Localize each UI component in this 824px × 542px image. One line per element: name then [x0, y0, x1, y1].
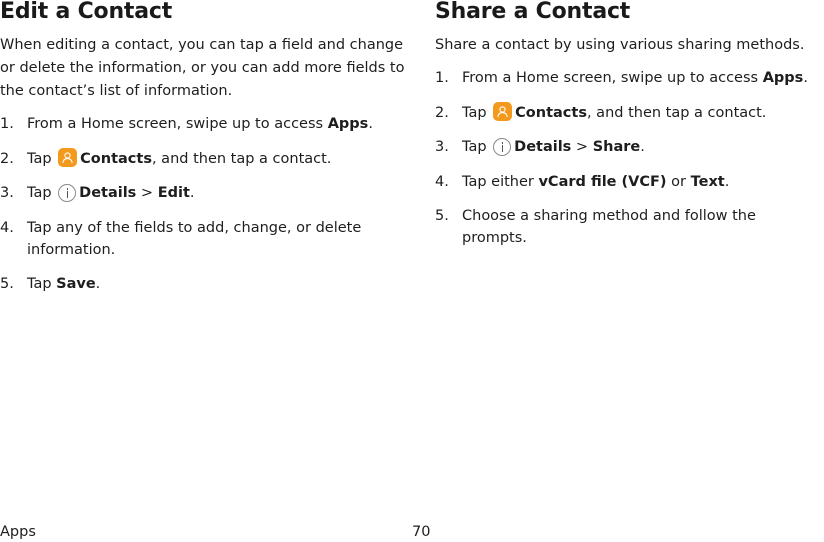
step-text: Tap	[462, 104, 492, 121]
edit-contact-steps	[0, 113, 405, 295]
step-text: Tap	[462, 139, 492, 155]
info-icon	[493, 138, 511, 156]
contacts-label: Contacts	[80, 150, 152, 167]
punctuation: .	[95, 276, 101, 292]
share-contact-title: Share a Contact	[435, 0, 631, 24]
edit-contact-title: Edit a Contact	[0, 0, 173, 24]
details-label: Details	[79, 185, 137, 201]
chevron-separator: >	[571, 139, 593, 155]
edit-label: Edit	[157, 185, 190, 201]
step-5	[0, 273, 405, 295]
step-text: , and then tap a contact.	[586, 104, 767, 121]
apps-label: Apps	[762, 70, 804, 86]
apps-label: Apps	[327, 116, 369, 132]
step-number: 2.	[0, 150, 14, 167]
contacts-icon	[58, 148, 77, 167]
share-contact-section	[435, 0, 824, 262]
step-1	[0, 113, 405, 135]
step-number: 5.	[0, 276, 14, 292]
share-label: Share	[592, 139, 641, 155]
step-text: From a Home screen, swipe up to access	[462, 70, 763, 86]
step-5	[435, 205, 824, 249]
save-label: Save	[56, 276, 96, 292]
step-number: 3.	[0, 185, 14, 201]
step-1	[435, 67, 824, 89]
punctuation: .	[368, 116, 373, 132]
edit-contact-section	[0, 0, 405, 308]
step-text: , and then tap a contact.	[151, 150, 332, 167]
step-2	[435, 102, 824, 124]
share-contact-steps	[435, 67, 824, 249]
punctuation: .	[724, 173, 730, 190]
vcard-label: vCard file (VCF)	[538, 173, 667, 190]
text-label: Text	[690, 173, 725, 190]
info-icon	[58, 184, 76, 202]
step-number: 4.	[435, 173, 449, 190]
page-number: 70	[412, 524, 431, 540]
step-3	[435, 136, 824, 158]
step-text: Choose a sharing method and follow the prompts.	[462, 208, 756, 246]
contacts-icon	[493, 102, 512, 121]
punctuation: .	[803, 70, 808, 86]
step-number: 1.	[0, 116, 14, 132]
chevron-separator: >	[136, 185, 158, 201]
contacts-label: Contacts	[515, 104, 587, 121]
footer-section-name: Apps	[0, 524, 36, 540]
step-number: 5.	[435, 208, 449, 224]
step-number: 1.	[435, 70, 449, 86]
punctuation: .	[189, 185, 195, 201]
details-label: Details	[514, 139, 572, 155]
share-contact-intro: Share a contact by using various sharing methods.	[435, 37, 805, 53]
step-number: 3.	[435, 139, 449, 155]
step-3	[0, 182, 405, 204]
edit-contact-intro: When editing a contact, you can tap a field and change or delete the information, or you can add more fields to the contact’s list of information.	[0, 37, 405, 99]
step-text: Tap	[27, 185, 57, 201]
step-4	[435, 171, 824, 193]
step-text: Tap any of the fields to add, change, or delete information.	[27, 219, 362, 258]
step-text: Tap either	[462, 173, 539, 190]
step-4	[0, 217, 405, 261]
punctuation: .	[640, 139, 645, 155]
step-number: 2.	[435, 104, 449, 121]
step-text: or	[666, 173, 691, 190]
step-number: 4.	[0, 219, 14, 236]
step-2	[0, 148, 405, 170]
step-text: From a Home screen, swipe up to access	[27, 116, 328, 132]
step-text: Tap	[27, 150, 57, 167]
step-text: Tap	[27, 276, 57, 292]
